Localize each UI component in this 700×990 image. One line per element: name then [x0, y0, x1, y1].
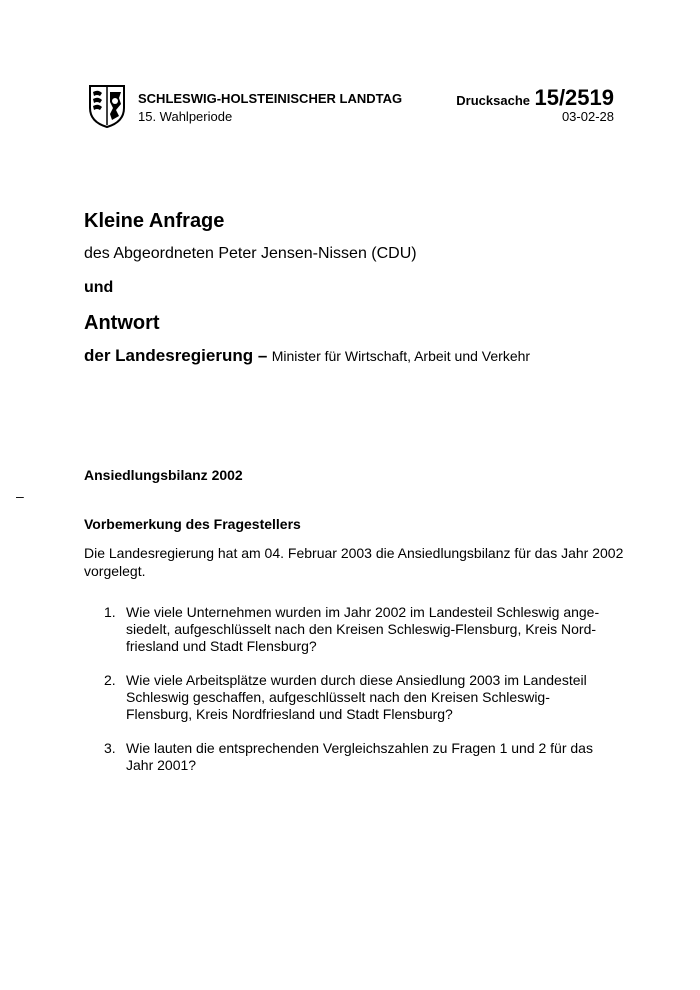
question-list	[104, 604, 604, 791]
question-item	[104, 740, 604, 774]
margin-mark: –	[16, 488, 24, 504]
questioner: des Abgeordneten Peter Jensen-Nissen (CDU)	[84, 245, 417, 262]
document-date: 03-02-28	[561, 109, 614, 124]
coat-of-arms-icon	[88, 84, 126, 128]
question-text: Wie viele Unternehmen wurden im Jahr 2002 im Landesteil Schleswig ange-siedelt, aufgeschlüsselt nach den Kreisen Schleswig-Flensburg, Kreis Nord-friesland und Stadt Flensburg?	[126, 604, 600, 654]
conjunction-und: und	[84, 279, 114, 296]
government: der Landesregierung –	[84, 346, 268, 365]
question-text: Wie viele Arbeitsplätze wurden durch diese Ansiedlung 2003 im Landesteil Schleswig geschaffen, aufgeschlüsselt nach den Kreisen Schleswig-Flensburg, Kreis Nordfriesland und Stadt Flensburg?	[126, 672, 587, 722]
ministry: Minister für Wirtschaft, Arbeit und Verkehr	[271, 348, 531, 364]
subject: Ansiedlungsbilanz 2002	[84, 467, 243, 483]
document-number	[456, 85, 614, 111]
question-item	[104, 604, 604, 655]
question-number: 3.	[104, 740, 116, 756]
parliament-name: SCHLESWIG-HOLSTEINISCHER LANDTAG	[138, 91, 403, 106]
question-number: 2.	[104, 672, 116, 688]
question-item	[104, 672, 604, 723]
preface-title: Vorbemerkung des Fragestellers	[84, 516, 301, 532]
heading-antwort: Antwort	[84, 312, 160, 334]
legislative-period: 15. Wahlperiode	[138, 109, 233, 124]
question-text: Wie lauten die entsprechenden Vergleichszahlen zu Fragen 1 und 2 für das Jahr 2001?	[126, 740, 593, 773]
document-number-value: 15/2519	[534, 85, 614, 110]
question-number: 1.	[104, 604, 116, 620]
preface-text: Die Landesregierung hat am 04. Februar 2003 die Ansiedlungsbilanz für das Jahr 2002 vorgelegt.	[84, 545, 624, 579]
document-label: Drucksache	[456, 93, 531, 108]
heading-kleine-anfrage: Kleine Anfrage	[84, 210, 225, 232]
government-line	[84, 346, 530, 366]
